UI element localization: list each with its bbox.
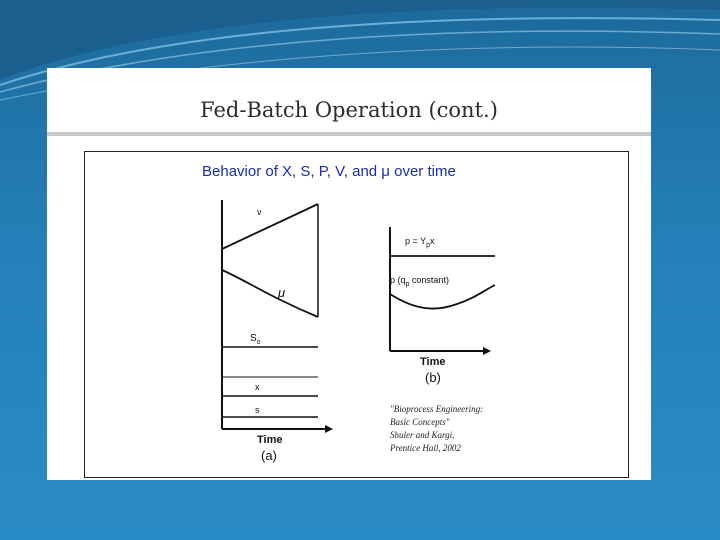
panel-b-x-arrow [483,347,491,355]
v-label: v [257,207,262,217]
p-yield-label: $p = Y_px$ [405,236,435,249]
mu-label: μ [278,285,286,300]
panel-a-tag: (a) [261,448,277,463]
figure-heading: Behavior of X, S, P, V, and μ over time [202,163,456,180]
figure-frame [84,151,629,478]
title-divider [47,132,651,136]
citation-line-3: Shuler and Kargi, [390,430,455,440]
citation-line-2: Basic Concepts" [390,417,450,427]
s-label: s [255,405,260,415]
panel-b-tag: (b) [425,370,441,385]
slide-panel [47,68,651,480]
p-qp-label: p ($q_p$ constant) [390,275,449,288]
panel-a-x-arrow [325,425,333,433]
citation-line-1: "Bioprocess Engineering: [390,404,484,414]
p-qp-curve [390,285,495,309]
citation-line-4: Prentice Hall, 2002 [390,443,461,453]
panel-a [222,200,333,433]
s0-label: $S_o$ [250,333,261,346]
mu-curve [222,270,318,317]
panel-a-time-label: Time [257,434,283,446]
panel-b-time-label: Time [420,356,446,368]
x-label: x [255,382,260,392]
fed-batch-diagram [85,152,628,477]
slide-title: Fed-Batch Operation (cont.) [200,98,498,122]
panel-b [390,227,495,355]
v-curve [222,204,318,249]
